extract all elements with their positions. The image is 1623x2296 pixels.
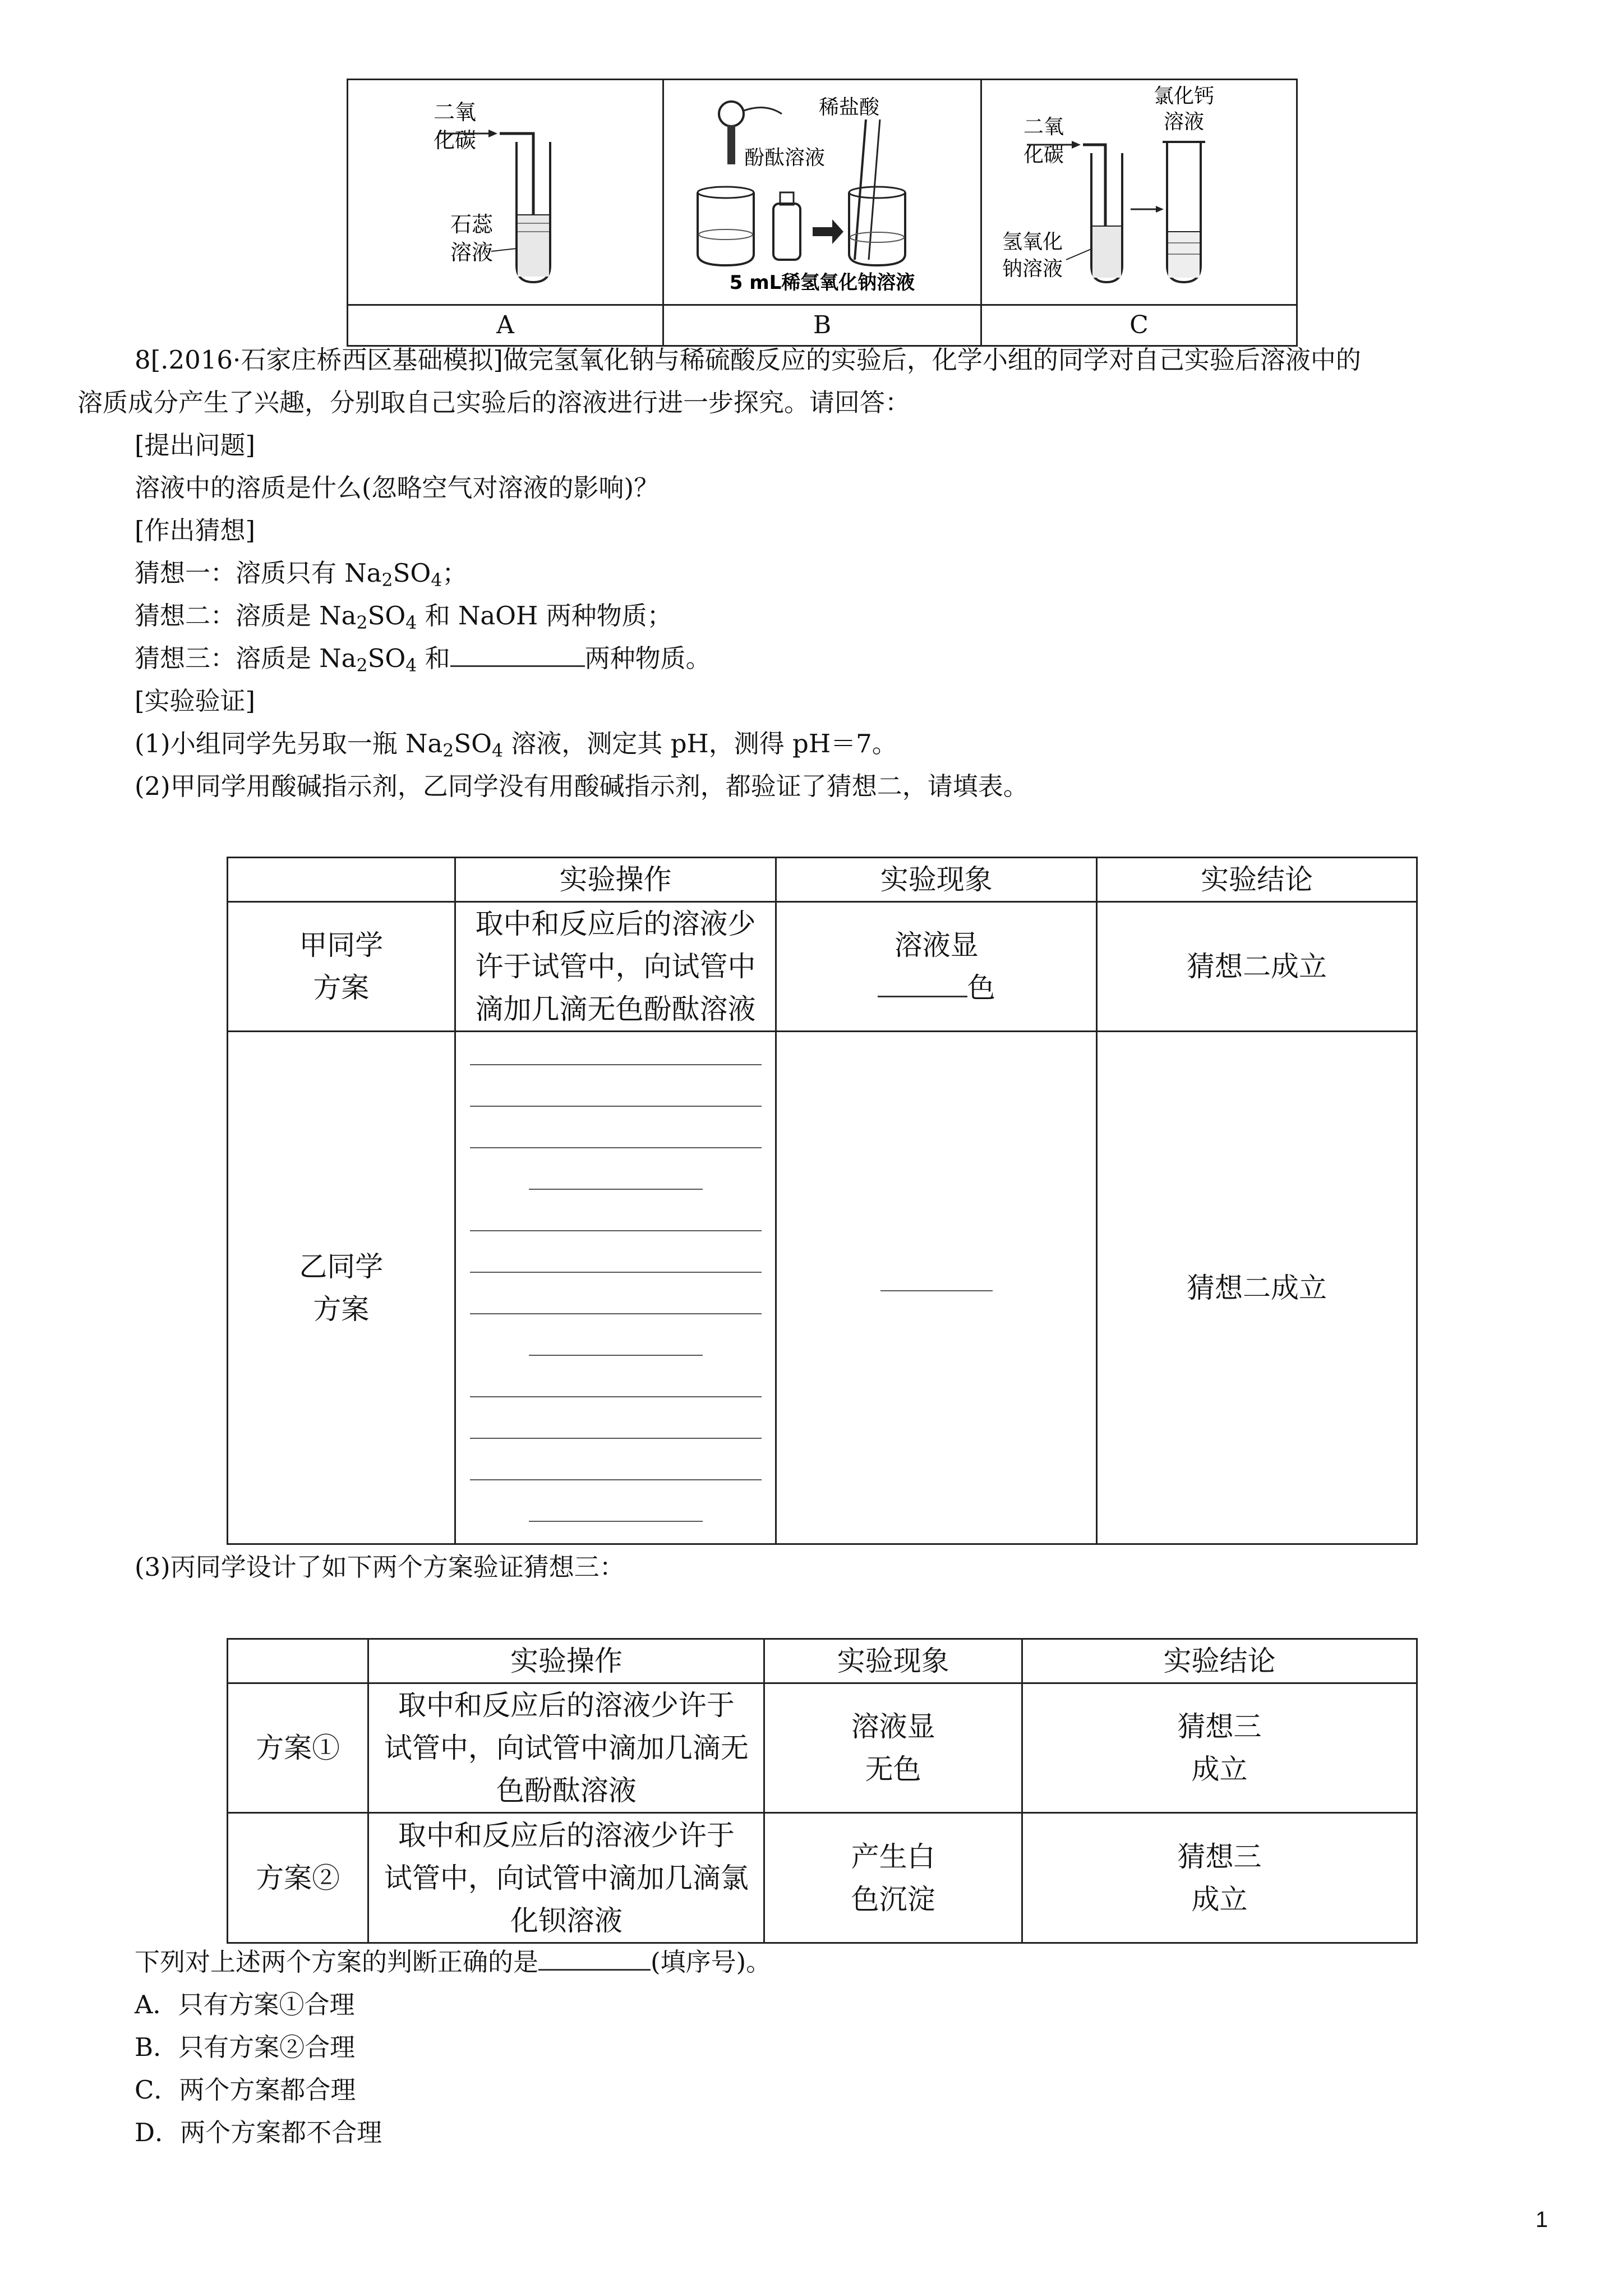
co2-cacl2-diagram [982,80,1296,298]
figure-panel-c [981,80,1297,305]
arrow-icon [813,219,843,244]
naoh-label-2: 钠溶液 [1002,257,1063,280]
litmus-label-2: 溶液 [450,240,494,265]
option-b: B．只有方案②合理 [135,2032,356,2062]
option-d: D．两个方案都不合理 [135,2118,382,2147]
t2-row2-con: 猜想三 成立 [1022,1813,1417,1943]
co2-label: 二氧 [433,100,477,125]
neutralization-diagram [664,80,980,298]
t1-color-blank[interactable] [878,996,967,997]
t1-header-op: 实验操作 [455,858,776,902]
co2-label-2: 化碳 [433,128,477,153]
base-label: 5 mL稀氢氧化钠溶液 [729,272,915,294]
figure-label-c: C [981,305,1297,346]
co2-label-c: 二氧 [1023,116,1064,139]
t1-row1-con: 猜想二成立 [1096,902,1417,1032]
t1-header-phen: 实验现象 [776,858,1097,902]
guess-1: 猜想一：溶质只有 $Na_2SO_4$； [135,558,468,591]
experiment-table-1 [227,857,1418,1545]
test-tube-litmus-diagram [348,80,662,298]
t1-row2-phen-blank[interactable] [776,1032,1097,1544]
t1-row2-con: 猜想二成立 [1096,1032,1417,1544]
figure-label-a: A [348,305,663,346]
t2-row1-op: 取中和反应后的溶液少许于 试管中，向试管中滴加几滴无 色酚酞溶液 [368,1683,764,1813]
t1-row1-name: 甲同学 方案 [228,902,455,1032]
heading-guess: [作出猜想] [135,516,256,545]
cacl2-label-2: 溶液 [1163,111,1205,134]
t2-header-op: 实验操作 [368,1639,764,1683]
co2-label-c-2: 化碳 [1023,144,1064,167]
figure-panel-a [348,80,663,305]
t2-row1-name: 方案① [228,1683,368,1813]
t2-row2-op: 取中和反应后的溶液少许于 试管中，向试管中滴加几滴氯 化钡溶液 [368,1813,764,1943]
heading-verify: [实验验证] [135,686,256,716]
experiment-table-2 [227,1638,1418,1944]
page-number: 1 [1536,2207,1548,2232]
t1-row1-op: 取中和反应后的溶液少 许于试管中，向试管中 滴加几滴无色酚酞溶液 [455,902,776,1032]
t2-corner [228,1639,368,1683]
acid-label: 稀盐酸 [818,96,880,119]
t2-row1-con: 猜想三 成立 [1022,1683,1417,1813]
guess-2: 猜想二：溶质是 $Na_2SO_4$ 和 NaOH 两种物质； [135,601,672,633]
t1-row2-name: 乙同学 方案 [228,1032,455,1544]
judge-question: 下列对上述两个方案的判断正确的是 (填序号)。 [135,1947,772,1977]
t2-row2-phen: 产生白 色沉淀 [764,1813,1022,1943]
cacl2-label: 氯化钙 [1153,85,1215,108]
step-1: (1)小组同学先另取一瓶 $Na_2SO_4$ 溶液，测定其 pH，测得 pH＝7。 [135,729,897,761]
t2-row1-phen: 溶液显 无色 [764,1683,1022,1813]
t1-row1-phen: 溶液显 色 [776,902,1097,1032]
t2-row2-name: 方案② [228,1813,368,1943]
judge-blank[interactable] [538,1969,651,1971]
guess-3-blank[interactable] [450,665,585,667]
t2-header-con: 实验结论 [1022,1639,1417,1683]
t2-header-phen: 实验现象 [764,1639,1022,1683]
question-intro-2: 溶质成分产生了兴趣，分别取自己实验后的溶液进行进一步探究。请回答： [77,388,911,417]
dropper-bulb [719,102,744,126]
t1-corner [228,858,455,902]
step-3: (3)丙同学设计了如下两个方案验证猜想三： [135,1552,625,1582]
figure-panel-b [663,80,981,305]
heading-ask: [提出问题] [135,430,256,460]
naoh-label: 氢氧化 [1002,231,1063,254]
figure-table [347,79,1298,347]
guess-3: 猜想三：溶质是 $Na_2SO_4$ 和 两种物质。 [135,643,711,676]
litmus-label: 石蕊 [450,212,494,237]
question-intro-1: 8[.2016·石家庄桥西区基础模拟]做完氢氧化钠与稀硫酸反应的实验后，化学小组的同学对自己实验后溶液中的 [135,345,1361,375]
t1-row2-op-blanks[interactable] [455,1032,776,1544]
option-c: C．两个方案都合理 [135,2075,356,2105]
step-2: (2)甲同学用酸碱指示剂，乙同学没有用酸碱指示剂，都验证了猜想二，请填表。 [135,771,1029,801]
figure-label-b: B [663,305,981,346]
t1-header-con: 实验结论 [1096,858,1417,902]
ask-text: 溶液中的溶质是什么(忽略空气对溶液的影响)？ [135,473,660,503]
litmus-solution [518,215,549,277]
indicator-label: 酚酞溶液 [744,146,826,169]
option-a: A．只有方案①合理 [135,1990,355,2019]
